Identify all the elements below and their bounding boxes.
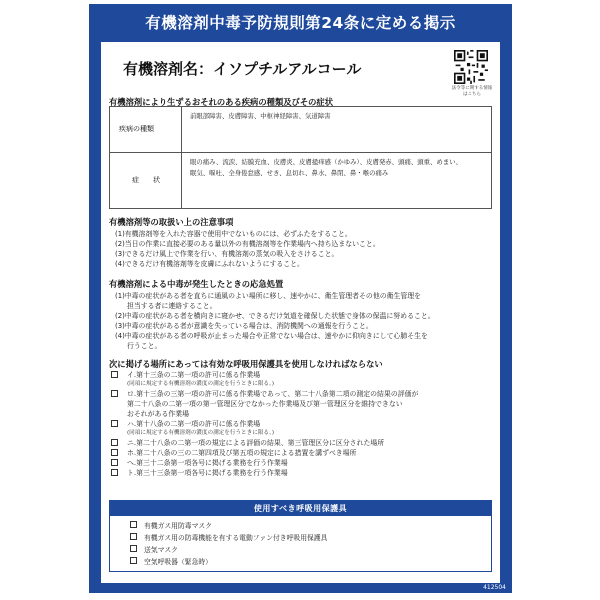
checkbox[interactable] <box>130 545 137 552</box>
handling-heading: 有機溶剤等の取扱い上の注意事項 <box>109 217 234 227</box>
checkbox[interactable] <box>111 439 118 446</box>
checkbox[interactable] <box>111 469 118 476</box>
list-item: (2)中毒の症状がある者を横向きに寝かせ、できるだけ気道を確保した状態で身体の保温に努めること。 <box>115 312 435 320</box>
checkbox[interactable] <box>111 459 118 466</box>
respirator-item[interactable]: 有機ガス用の防毒機能を有する電動ファン付き呼吸用保護具 <box>130 532 327 544</box>
checkbox[interactable] <box>130 533 137 540</box>
place-item[interactable]: イ.第十三条の二第一項の許可に係る作業場 <box>111 370 418 380</box>
checkbox[interactable] <box>111 449 118 456</box>
list-item: (3)できるだけ風上で作業を行い、有機溶剤の蒸気の吸入をさけること。 <box>115 250 339 258</box>
place-item[interactable]: へ.第三十二条第一項各号に掲げる業務を行う作業場 <box>111 458 418 468</box>
qr-code[interactable] <box>454 50 488 84</box>
sign-board <box>89 4 512 593</box>
list-item: 行うこと。 <box>127 342 162 350</box>
respirator-heading: 使用すべき呼吸用保護具 <box>110 501 491 516</box>
symptom-value: 眼の痛み、流涙、結膜充血、皮膚炎、皮膚掻痒感（かゆみ）、皮膚発赤、頭痛、頭重、めまい、 眠気、嘔吐、全身倦怠感、せき、息切れ、鼻水、鼻閉、鼻・喉の痛み <box>190 158 462 177</box>
respirator-box <box>109 500 492 572</box>
place-item-cont: 第二十八条の二第一項の第一管理区分でなかった作業場及び第一管理区分を維持できない <box>127 400 403 408</box>
place-item-cont: おそれがある作業場 <box>127 410 190 418</box>
handling-list <box>115 229 380 269</box>
place-item[interactable]: ハ.第十八条の二第一項の許可に係る作業場 <box>111 419 418 429</box>
list-item: (3)中毒の症状がある者が意識を失っている場合は、消防機関への通報を行うこと。 <box>115 322 373 330</box>
product-code: 412504 <box>483 584 506 591</box>
places-list <box>111 370 418 478</box>
list-item: (4)できるだけ有機溶剤等を皮膚にふれないようにすること。 <box>115 260 304 268</box>
place-item[interactable]: ホ.第二十八条の三の二第四項及び第五項の規定による措置を講ずべき場所 <box>111 448 418 458</box>
emergency-list <box>115 291 435 351</box>
respirator-list <box>130 520 327 568</box>
checkbox[interactable] <box>111 390 118 397</box>
place-item[interactable]: ニ.第二十八条の二第一項の規定による評価の結果、第三管理区分に区分された場所 <box>111 438 418 448</box>
solvent-name: 有機溶剤名：イソプチルアルコール <box>123 60 362 78</box>
checkbox[interactable] <box>111 420 118 427</box>
checkbox[interactable] <box>130 521 137 528</box>
places-heading: 次に掲げる場所にあっては有効な呼吸用保護具を使用しなければならない <box>109 359 383 369</box>
place-item[interactable]: ロ.第十三条の三第一項の許可に係る作業場であって、第二十八条第二項の測定の結果の評価が <box>111 389 418 399</box>
list-item: (2)当日の作業に直接必要のある量以外の有機溶剤等を作業場内へ持ち込まないこと。 <box>115 240 380 248</box>
list-item: 担当する者に連絡すること。 <box>127 302 217 310</box>
symptom-label: 症 状 <box>110 152 182 208</box>
respirator-item[interactable]: 有機ガス用防毒マスク <box>130 520 327 532</box>
emergency-heading: 有機溶剤による中毒が発生したときの応急処置 <box>109 279 284 289</box>
respirator-item[interactable]: 送気マスク <box>130 544 327 556</box>
list-item: (4)中毒の症状がある者の呼吸が止まった場合や正常でない場合は、速やかに仰向きにして心肺そ生を <box>115 332 428 340</box>
list-item: (1)有機溶剤等を入れた容器で使用中でないものには、必ずふたをすること。 <box>115 230 352 238</box>
checkbox[interactable] <box>130 557 137 564</box>
checkbox[interactable] <box>111 371 118 378</box>
sign-panel <box>101 42 500 583</box>
place-note: (同項に規定する有機溶剤の濃度の測定を行うときに限る。) <box>127 430 275 436</box>
list-item: (1)中毒の症状がある者を直ちに通風のよい場所に移し、速やかに、衛生管理者その他の衛生管理を <box>115 292 422 300</box>
sign-title: 有機溶剤中毒予防規則第24条に定める掲示 <box>145 14 456 32</box>
disease-table <box>109 106 492 209</box>
disease-type-label: 疾病の種類 <box>110 107 182 152</box>
disease-type-value: 前眼部障害、皮膚障害、中枢神経障害、気道障害 <box>190 112 331 120</box>
respirator-item[interactable]: 空気呼吸器（緊急時） <box>130 556 327 568</box>
place-note: (同項に規定する有機溶剤の濃度の測定を行うときに限る。) <box>127 381 275 387</box>
place-item[interactable]: ト.第三十三条第一項各号に掲げる業務を行う作業場 <box>111 468 418 478</box>
disease-heading: 有機溶剤により生ずるおそれのある疾病の種類及びその症状 <box>109 97 334 107</box>
qr-caption: 法令等に関する情報はこちら <box>451 86 493 97</box>
